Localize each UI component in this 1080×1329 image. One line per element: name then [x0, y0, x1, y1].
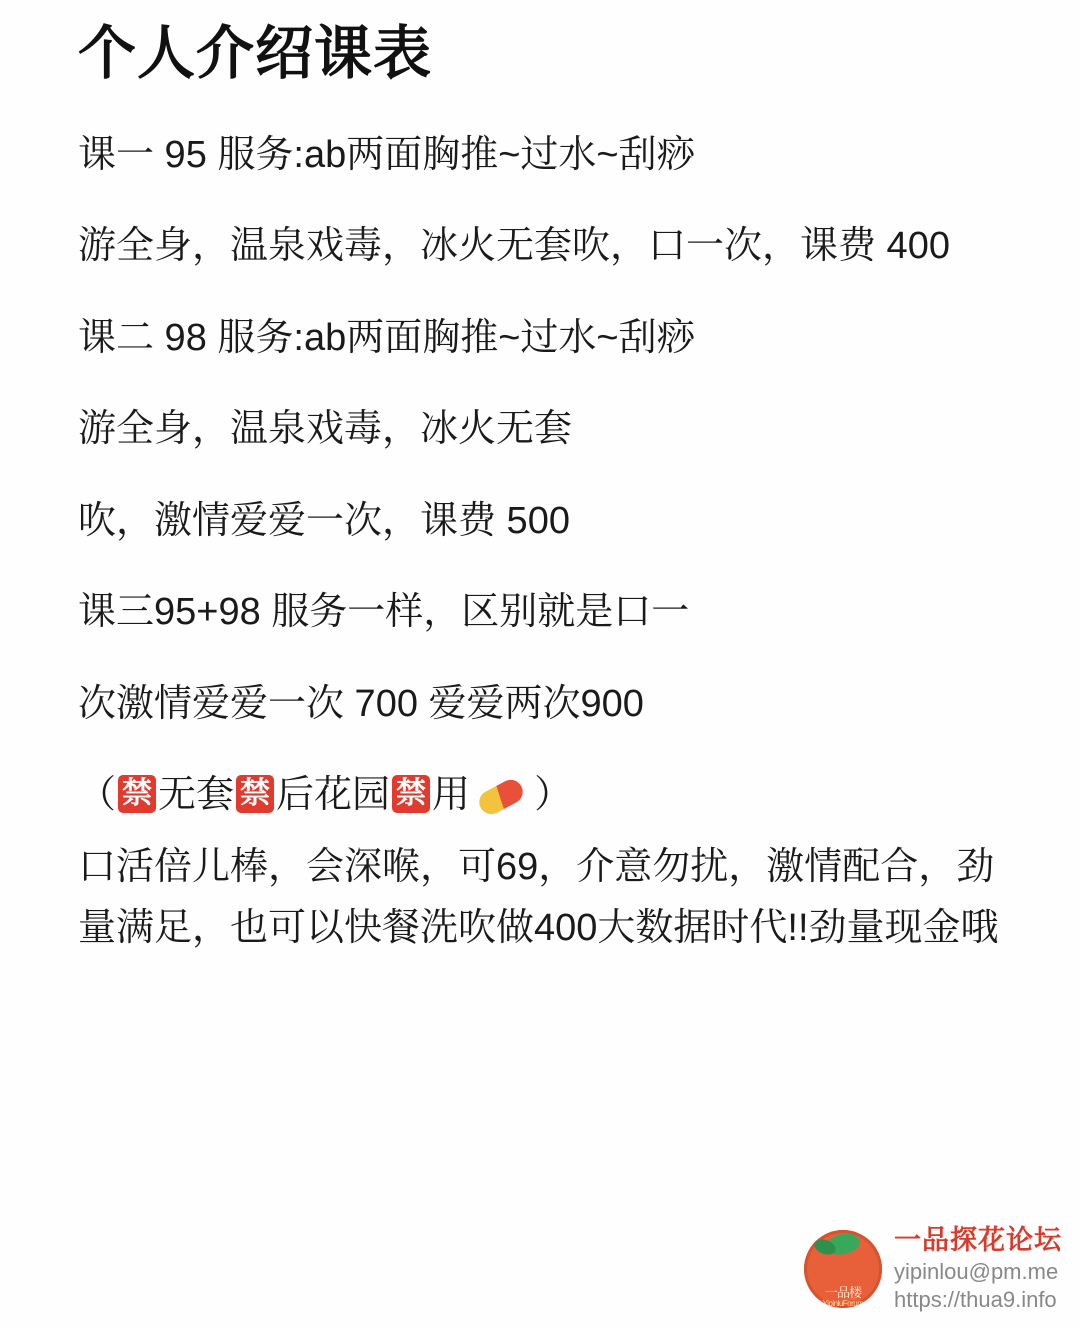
watermark-email: yipinlou@pm.me — [894, 1259, 1059, 1284]
capsule-icon — [475, 776, 527, 819]
watermark-url: https://thua9.info — [894, 1286, 1057, 1312]
watermark-text — [894, 1224, 1062, 1313]
paragraph-course-two-detail-a: 游全身，温泉戏毒，冰火无套 — [78, 408, 573, 451]
notice-close-paren: ） — [534, 774, 573, 817]
prohibited-badge-icon: 禁 — [236, 775, 274, 813]
forum-logo-icon — [804, 1230, 882, 1308]
notice-text-3: 用 — [432, 774, 471, 817]
paragraph-closing: 口活倍儿棒，会深喉，可69，介意勿扰，激情配合，劲量满足，也可以快餐洗吹做400大数据时代!!劲量现金哦 — [78, 845, 999, 950]
prohibited-badge-icon: 禁 — [392, 775, 430, 813]
paragraph-course-one-title: 课一 95 服务:ab两面胸推~过水~刮痧 — [78, 133, 695, 176]
watermark — [804, 1224, 1062, 1313]
notice-text-1: 无套 — [158, 774, 235, 817]
notice-text-2: 后花园 — [276, 774, 391, 817]
logo-label: 一品楼 — [824, 1284, 861, 1300]
paragraph-course-three-title: 课三95+98 服务一样，区别就是口一 — [78, 591, 690, 634]
notice-open-paren: （ — [78, 774, 117, 817]
prohibited-badge-icon: 禁 — [118, 775, 156, 813]
watermark-title: 一品探花论坛 — [894, 1225, 1062, 1256]
logo-sublabel: YipinluForum — [822, 1298, 864, 1308]
page-title: 个人介绍课表 — [78, 21, 433, 86]
paragraph-course-two-title: 课二 98 服务:ab两面胸推~过水~刮痧 — [78, 316, 695, 359]
paragraph-course-three-detail: 次激情爱爱一次 700 爱爱两次900 — [78, 682, 644, 725]
paragraph-course-one-detail: 游全身，温泉戏毒，冰火无套吹，口一次，课费 400 — [78, 225, 950, 268]
restrictions-notice — [78, 765, 1010, 827]
paragraph-course-two-detail-b: 吹，激情爱爱一次，课费 500 — [78, 499, 570, 542]
